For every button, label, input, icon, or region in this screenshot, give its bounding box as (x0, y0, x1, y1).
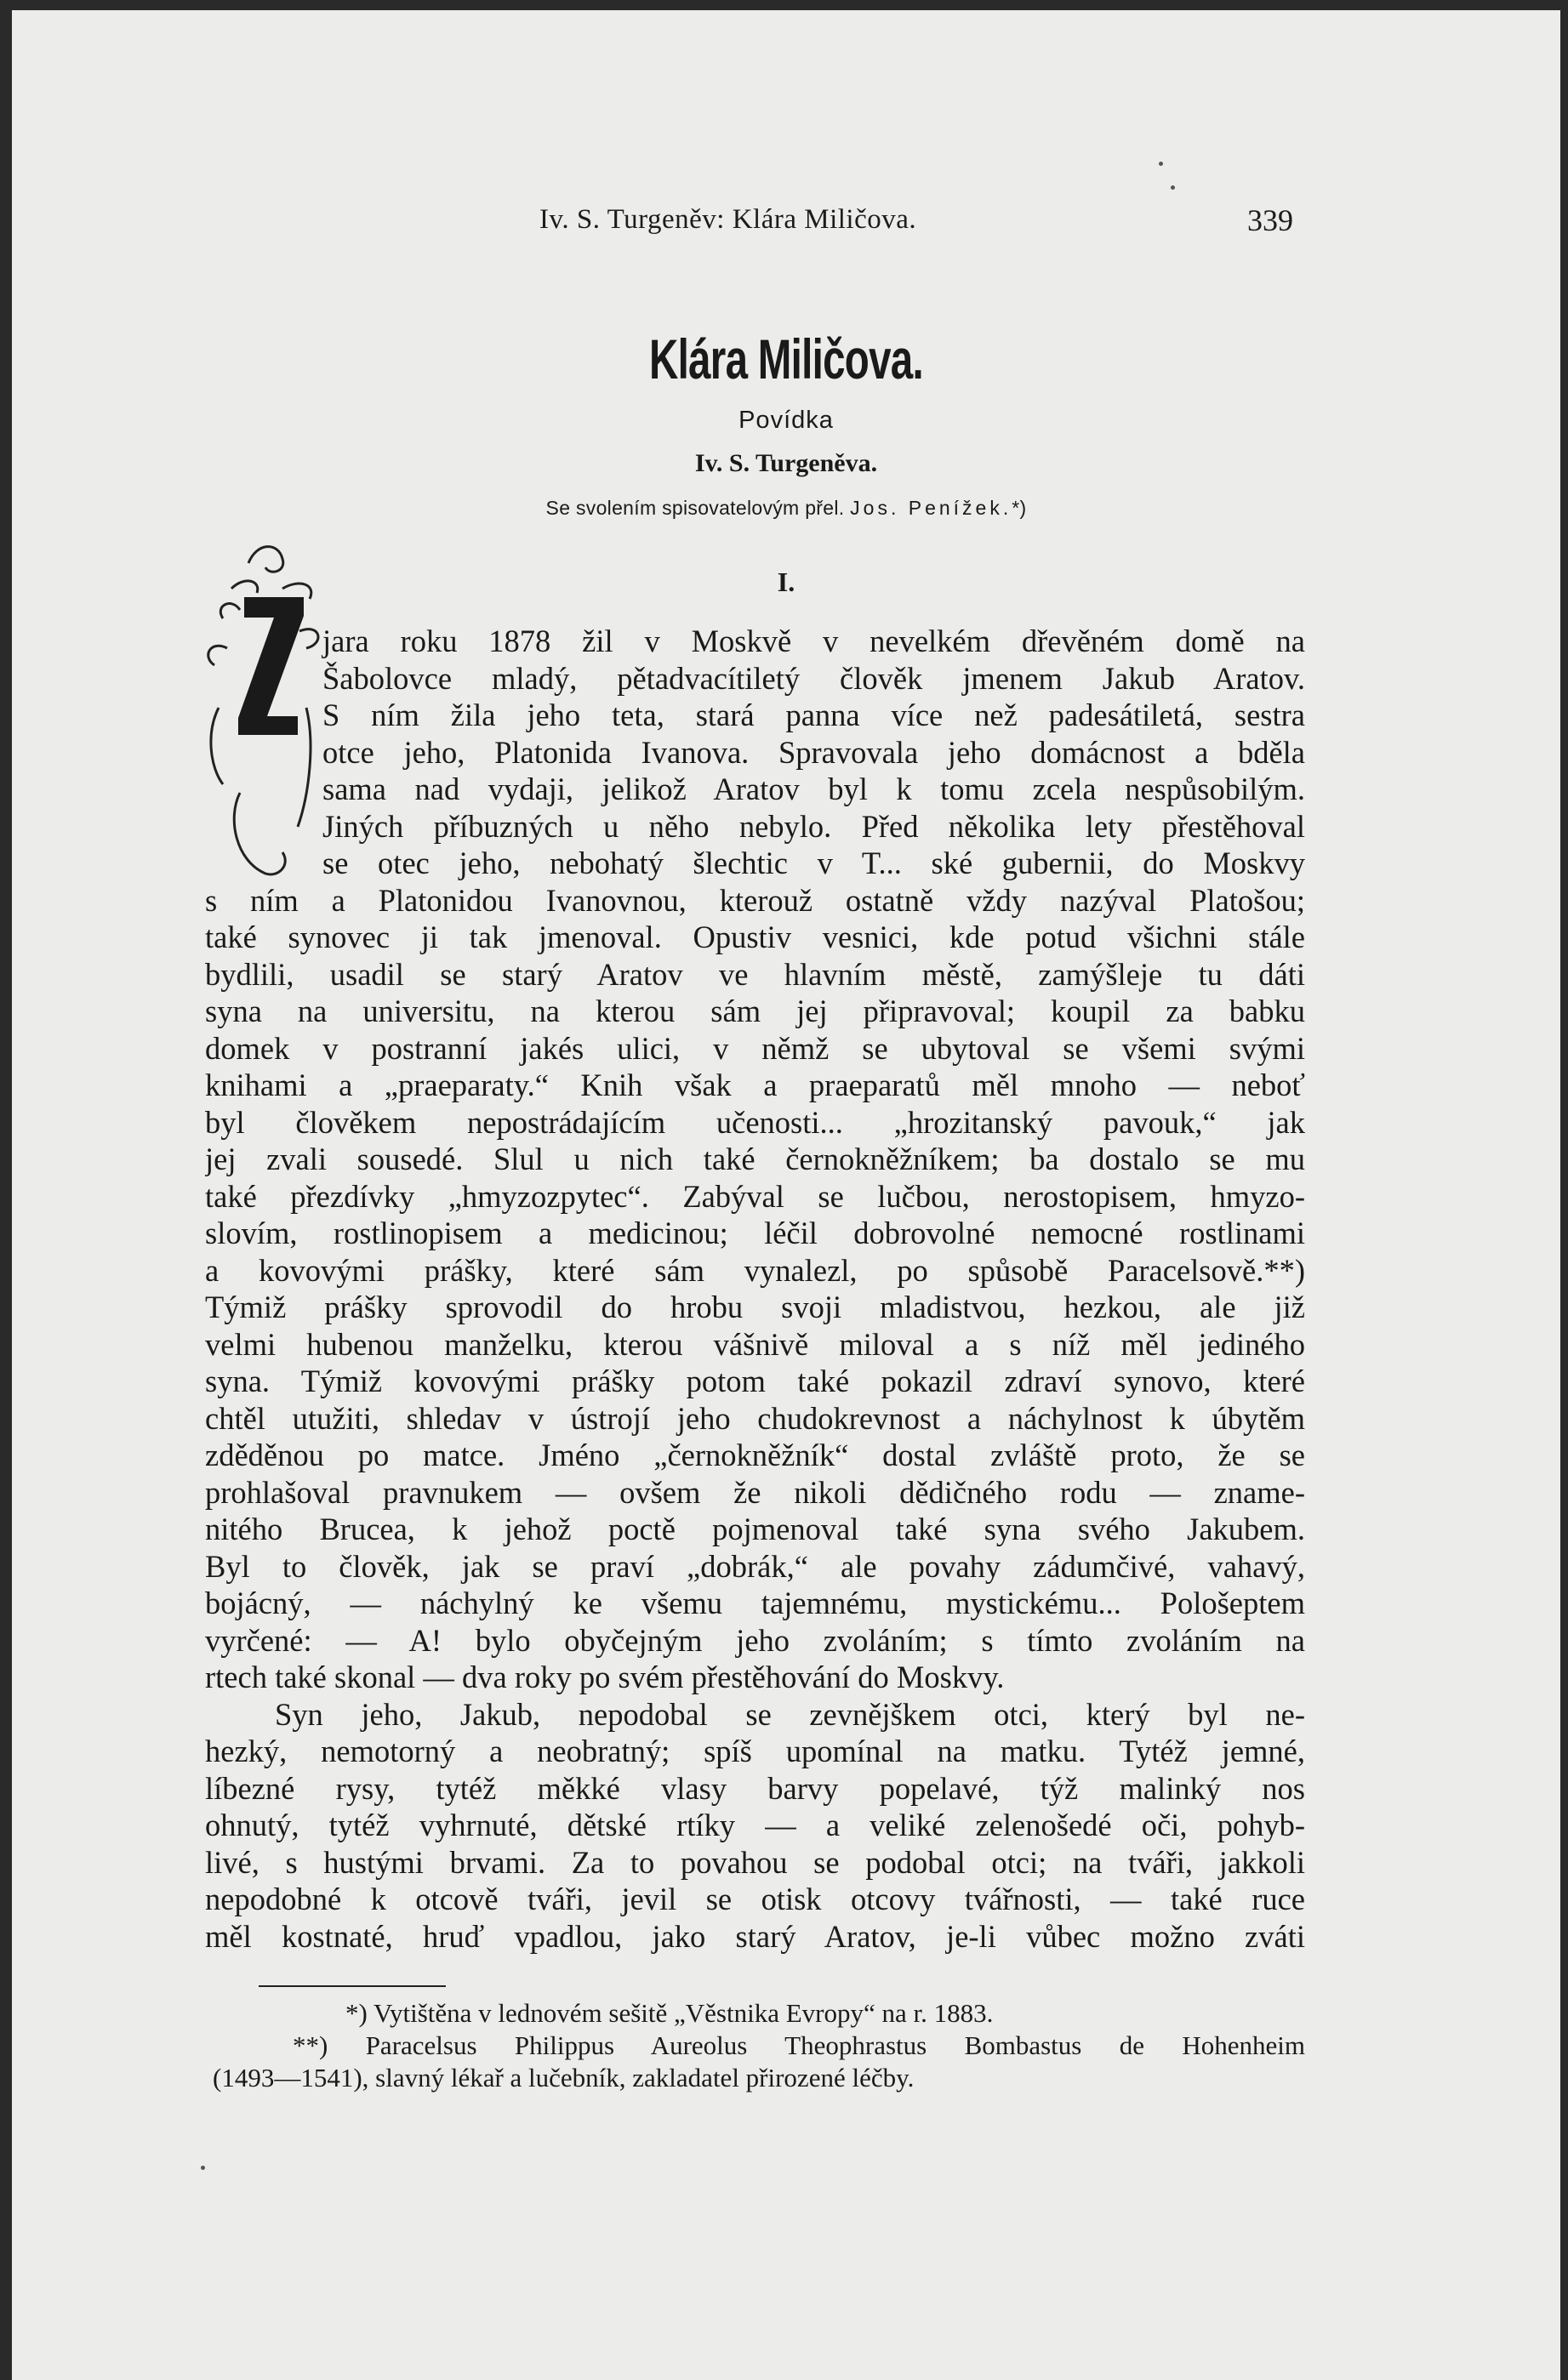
text-line: velmi hubenou manželku, kterou vášnivě miloval a s níž měl jediného (205, 1326, 1305, 1362)
text-line: S ním žila jeho teta, stará panna více než padesátiletá, sestra (322, 697, 1305, 732)
translator-note-mark: *) (1012, 497, 1027, 519)
text-line: byl člověkem nepostrádajícím učenosti... „hrozitanský pavouk,“ jak (205, 1104, 1305, 1140)
translator-name: Jos. Penížek. (850, 497, 1012, 519)
text-line: domek v postranní jakés ulici, v němž se ubytoval se všemi svými (205, 1030, 1305, 1066)
text-line: nepodobné k otcově tváři, jevil se otisk otcovy tvářnosti, — také ruce (205, 1882, 1305, 1916)
print-speck (1159, 162, 1163, 166)
text-line: zděděnou po matce. Jméno „černokněžník“ dostal zvláště proto, že se (205, 1438, 1305, 1472)
translator-prefix: Se svolením spisovatelovým přel. (545, 497, 845, 519)
text-line: bojácný, — náchylný ke všemu tajemnému, mystickému... Pološeptem (205, 1586, 1305, 1620)
text-line: jej zvali sousedé. Slul u nich také černokněžníkem; ba dostalo se mu (205, 1142, 1305, 1176)
text-line: vyrčené: — A! bylo obyčejným jeho zvoláním; s tímto zvoláním na (205, 1622, 1305, 1658)
text-line: slovím, rostlinopisem a medicinou; léčil dobrovolné nemocné rostlinami (205, 1216, 1305, 1250)
text-line: Jiných příbuzných u něho nebylo. Před několika lety přestěhoval (322, 808, 1305, 844)
text-line: syna na universitu, na kterou sám jej připravoval; koupil za babku (205, 994, 1305, 1028)
text-line: chtěl utužiti, shledav v ústrojí jeho chudokrevnost a náchylnost k úbytěm (205, 1400, 1305, 1436)
text-line: hezký, nemotorný a neobratný; spíš upomínal na matku. Tytéž jemné, (205, 1734, 1305, 1768)
text-line: bydlili, usadil se starý Aratov ve hlavním městě, zamýšleje tu dáti (205, 956, 1305, 992)
text-line: Šabolovce mladý, pětadvacítiletý člověk jmenem Jakub Aratov. (322, 660, 1305, 696)
text-line: se otec jeho, nebohatý šlechtic v T... ské gubernii, do Moskvy (322, 846, 1305, 880)
text-line: rtech také skonal — dva roky po svém přestěhování do Moskvy. (205, 1660, 1005, 1694)
footnote-divider (259, 1985, 446, 1987)
text-line: měl kostnaté, hruď vpadlou, jako starý Aratov, je-li vůbec možno zváti (205, 1918, 1305, 1954)
text-line: sama nad vydaji, jelikož Aratov byl k tomu zcela nespůsobilým. (322, 772, 1305, 806)
footnote: *) Vytištěna v lednovém sešitě „Věstnika Evropy“ na r. 1883. (345, 1998, 994, 2028)
footnote-continuation: (1493—1541), slavný lékař a lučebník, zakladatel přirozené léčby. (213, 2063, 915, 2092)
text-line: s ním a Platonidou Ivanovnou, kterouž ostatně vždy nazýval Platošou; (205, 882, 1305, 918)
book-page (12, 10, 1560, 2380)
text-line: Byl to člověk, jak se praví „dobrák,“ ale povahy zádumčivé, vahavý, (205, 1548, 1305, 1584)
author-line: Iv. S. Turgeněva. (694, 449, 878, 477)
translator-line (12, 497, 1560, 520)
page-number: 339 (1247, 203, 1293, 237)
text-line: také synovec ji tak jmenoval. Opustiv vesnici, kde potud všichni stále (205, 920, 1305, 954)
text-line: syna. Týmiž kovovými prášky potom také pokazil zdraví synovo, které (205, 1364, 1305, 1398)
text-line: prohlašoval pravnukem — ovšem že nikoli dědičného rodu — zname- (205, 1474, 1305, 1510)
text-line: ohnutý, tytéž vyhrnuté, dětské rtíky — a veliké zelenošedé oči, pohyb- (205, 1808, 1305, 1842)
text-line: líbezné rysy, tytéž měkké vlasy barvy popelavé, týž malinký nos (205, 1770, 1305, 1806)
footnotes (213, 1997, 1305, 2094)
text-line: nitého Brucea, k jehož poctě pojmenoval také syna svého Jakubem. (205, 1512, 1305, 1546)
text-line: knihami a „praeparaty.“ Knih však a praeparatů měl mnoho — neboť (205, 1068, 1305, 1102)
text-line: Syn jeho, Jakub, nepodobal se zevnějškem otci, který byl ne- (275, 1696, 1305, 1732)
text-line: livé, s hustými brvami. Za to povahou se podobal otci; na tváři, jakkoli (205, 1844, 1305, 1880)
print-speck (201, 2166, 205, 2170)
section-number: I. (777, 567, 795, 597)
story-title: Klára Miličova. (649, 327, 923, 390)
story-subtitle: Povídka (738, 407, 834, 434)
print-speck (1171, 185, 1175, 190)
footnote: **) Paracelsus Philippus Aureolus Theophrastus Bombastus de Hohenheim (293, 2030, 1305, 2060)
text-line: a kovovými prášky, které sám vynalezl, po spůsobě Paracelsově.**) (205, 1252, 1305, 1288)
body-text (205, 623, 1305, 1955)
text-line: také přezdívky „hmyzozpytec“. Zabýval se lučbou, nerostopisem, hmyzo- (205, 1178, 1305, 1214)
text-line: jara roku 1878 žil v Moskvě v nevelkém dřevěném domě na (322, 623, 1305, 658)
text-line: otce jeho, Platonida Ivanova. Spravovala jeho domácnost a bděla (322, 734, 1305, 770)
text-line: Týmiž prášky sprovodil do hrobu svoji mladistvou, hezkou, ale již (205, 1290, 1305, 1324)
running-head: Iv. S. Turgeněv: Klára Miličova. (539, 204, 917, 235)
